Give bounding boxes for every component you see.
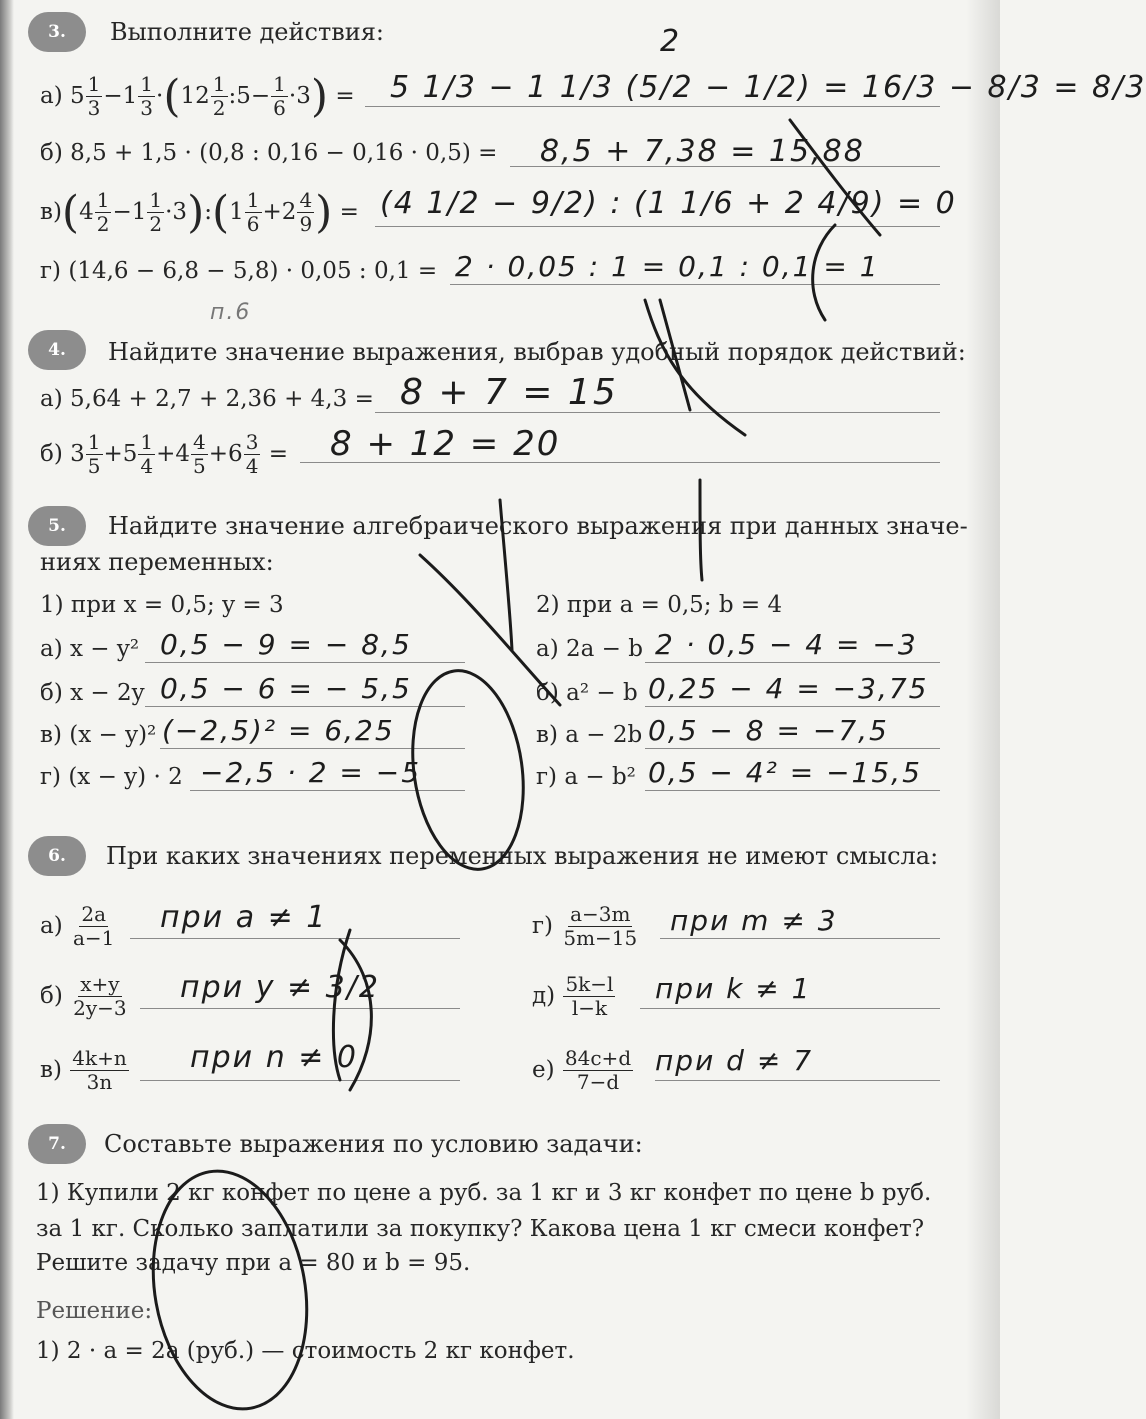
ex3-a-expression: а) 5 $\frac{1}{3}$ −1 $\frac{1}{3}$ · ( 12 $\frac{1}{2}$ :5− $\frac{1}{6}$ ·3 ) = — [40, 70, 355, 122]
solution-label: Решение: — [36, 1298, 153, 1324]
exercise-5-number: 5. — [28, 506, 86, 546]
ex3-b-expression: б) 8,5 + 1,5 · (0,8 : 0,16 − 0,16 · 0,5) = — [40, 140, 498, 166]
exercise-7-number: 7. — [28, 1124, 86, 1164]
item-label: г) — [532, 913, 554, 939]
ex5-right-item-answer: 0,5 − 8 = −7,5 — [648, 714, 889, 747]
exercise-3-number: 3. — [28, 12, 86, 52]
ex4-a-answer: 8 + 7 = 15 — [400, 372, 618, 413]
ex5-left-condition: 1) при x = 0,5; y = 3 — [40, 592, 284, 618]
exercise-7-title: Составьте выражения по условию задачи: — [104, 1130, 643, 1158]
ex3-g-answer: 2 · 0,05 : 1 = 0,1 : 0,1 = 1 — [455, 250, 880, 283]
item-label: б) — [40, 983, 63, 1009]
ex5-right-item-answer: 2 · 0,5 − 4 = −3 — [655, 628, 918, 661]
ex4-b-answer: 8 + 12 = 20 — [330, 424, 561, 464]
ex5-left-item-answer: (−2,5)² = 6,25 — [162, 714, 395, 747]
problem-text-line-1: 1) Купили 2 кг конфет по цене a руб. за 1 кг и 3 кг конфет по цене b руб. — [36, 1180, 932, 1206]
ex5-right-item-label: а) 2a − b — [536, 636, 643, 662]
problem-text-line-3: Решите задачу при a = 80 и b = 95. — [36, 1250, 471, 1276]
exercise-3-title: Выполните действия: — [110, 18, 384, 46]
exercise-4-number: 4. — [28, 330, 86, 370]
ex3-v-expression: в) ( 4 $\frac{1}{2}$ −1 $\frac{1}{2}$ ·3 ) : ( 1 $\frac{1}{6}$ +2 $\frac{4}{9}$ ) = — [40, 186, 359, 238]
ex5-right-condition: 2) при a = 0,5; b = 4 — [536, 592, 783, 618]
handwritten-note: 2 — [660, 24, 682, 59]
ex5-left-item-answer: −2,5 · 2 = −5 — [200, 756, 422, 789]
ex4-a-expression: а) 5,64 + 2,7 + 2,36 + 4,3 = — [40, 386, 374, 412]
item-label: а) — [40, 913, 63, 939]
ex6-answer: при k ≠ 1 — [655, 972, 812, 1005]
exercise-6-title: При каких значениях переменных выражения не имеют смысла: — [106, 842, 939, 870]
ex6-answer: при y ≠ 3/2 — [180, 970, 380, 1005]
ex5-left-item-label: а) x − y² — [40, 636, 140, 662]
ex5-right-item-label: г) a − b² — [536, 764, 636, 790]
ex5-left-item-answer: 0,5 − 6 = − 5,5 — [160, 672, 412, 705]
ex5-left-item-label: в) (x − y)² — [40, 722, 157, 748]
item-label: е) — [532, 1057, 555, 1083]
ex4-b-expression: б) 3 $\frac{1}{5}$ +5 $\frac{1}{4}$ +4 $\frac{4}{5}$ +6 $\frac{3}{4}$ = — [40, 429, 289, 478]
item-label: д) — [532, 983, 556, 1009]
exercise-4-title: Найдите значение выражения, выбрав удобный порядок действий: — [108, 338, 966, 366]
solution-step-1: 1) 2 · a = 2a (руб.) — стоимость 2 кг конфет. — [36, 1338, 575, 1364]
ex5-left-item-answer: 0,5 − 9 = − 8,5 — [160, 628, 412, 661]
ex5-left-item-label: б) x − 2y — [40, 680, 145, 706]
ex3-b-answer: 8,5 + 7,38 = 15,88 — [540, 134, 865, 169]
exercise-5-title-cont: ниях переменных: — [40, 548, 274, 576]
ex5-right-item-label: в) a − 2b — [536, 722, 643, 748]
ex6-answer: при n ≠ 0 — [190, 1040, 358, 1075]
exercise-6-number: 6. — [28, 836, 86, 876]
ex3-v-answer: (4 1/2 − 9/2) : (1 1/6 + 2 4/9) = 0 — [380, 186, 957, 221]
ex3-a-answer: 5 1/3 − 1 1/3 (5/2 − 1/2) = 16/3 − 8/3 = 8/3 — [390, 70, 1146, 105]
ex5-right-item-label: б) a² − b — [536, 680, 638, 706]
worksheet-page: 3. Выполните действия: а) 5 $\frac{1}{3}$ −1 $\frac{1}{3}$ · ( 12 $\frac{1}{2}$ :5− $\frac{1}{6}$ ·3 ) = 5 1/3 − 1 1/3 (5/2 − 1/2) = 16/3 − 8/3 = 8/3 2 б) 8,5 + 1,5 · (0,8 : 0,16 − 0,16 · 0,5) = 8,5 + 7,38 = 15,88 в) ( 4 $\frac{1}{2}$ −1 $\frac{1}{2}$ ·3 ) : ( 1 $\frac{1}{6}$ +2 $\frac{4}{9}$ ) = (4 1/2 − 9/2) : (1 1/6 + 2 4/9) = 0 г) (14,6 − 6,8 − 5,8) · 0,05 : 0,1 = 2 · 0,05 : 1 = 0,1 : 0,1 = 1 п.6 4. Найдите значение выражения, выбрав удобный порядок действий: а) 5,64 + 2,7 + 2,36 + 4,3 = 8 + 7 = 15 б) 3 $\frac{1}{5}$ +5 $\frac{1}{4}$ +4 $\frac{4}{5}$ +6 $\frac{3}{4}$ = 8 + 12 = 20 5. Найдите значение алгебраического выражения при данных значе- ниях переменных: 1) при x = 0,5; y = 3 2) при a = 0,5; b = 4 а) x − y² 0,5 − 9 = − 8,5 б) x − 2y 0,5 − 6 = − 5,5 в) (x − y)² (−2,5)² = 6,25 г) (x − y) · 2 −2,5 · 2 = −5 а) 2a − b 2 · 0,5 − 4 = −3 б) a² − b 0,25 − 4 = −3,75 в) a − 2b 0,5 − 8 = −7,5 г) a − b² 0,5 − 4² = −15,5 6. При каких значениях переменных выражения не имеют смысла: а) $\frac{2a}{a-1}$ при a ≠ 1 б) $\frac{x+y}{2y-3}$ при y ≠ 3/2 в) $\frac{4k+n}{3n}$ при n ≠ 0 г) $\frac{a-3m}{5m-15}$ при m ≠ 3 д) $\frac{5k-l}{l-k}$ при k ≠ 1 е) $\frac{84c+d}{7-d}$ при d ≠ 7 7. Составьте выражения по условию задачи: 1) Купили 2 кг конфет по цене a руб. за 1 кг и 3 кг конфет по цене b руб. за 1 кг. Сколько заплатили за покупку? Какова цена 1 кг смеси конфет? Решите задачу при a = 80 и b = 95. Решение: 1) 2 · a = 2a (руб.) — стоимость 2 кг конфет. — [0, 0, 1000, 1419]
ex6-answer: при d ≠ 7 — [655, 1044, 814, 1077]
ex5-right-item-answer: 0,5 − 4² = −15,5 — [648, 756, 922, 789]
item-label: в) — [40, 1057, 62, 1083]
problem-text-line-2: за 1 кг. Сколько заплатили за покупку? Какова цена 1 кг смеси конфет? — [36, 1216, 925, 1242]
ex5-right-item-answer: 0,25 − 4 = −3,75 — [648, 672, 929, 705]
pencil-scribble: п.6 — [210, 300, 252, 325]
ex3-g-expression: г) (14,6 − 6,8 − 5,8) · 0,05 : 0,1 = — [40, 258, 438, 284]
ex6-answer: при a ≠ 1 — [160, 900, 328, 935]
ex5-left-item-label: г) (x − y) · 2 — [40, 764, 183, 790]
ex6-answer: при m ≠ 3 — [670, 904, 838, 937]
exercise-5-title: Найдите значение алгебраического выражения при данных значе- — [108, 512, 968, 540]
